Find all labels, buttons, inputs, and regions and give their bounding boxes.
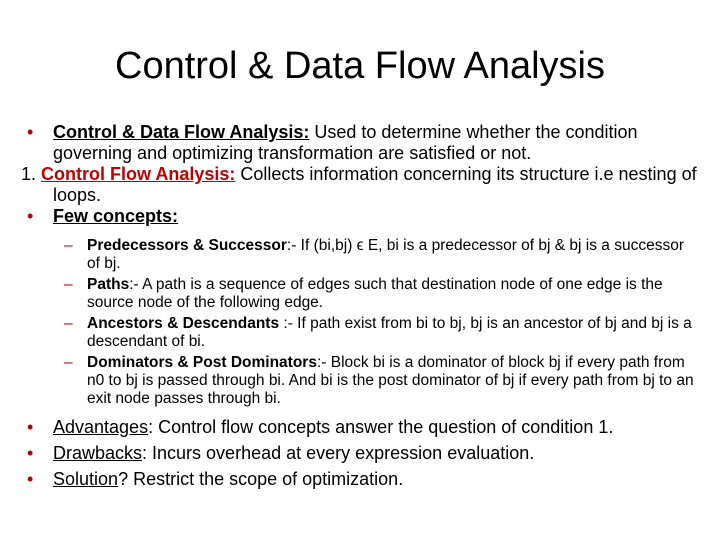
bullet-control-data-flow	[0, 122, 720, 164]
bullet-marker: •	[27, 122, 34, 142]
term-paths: Paths	[87, 276, 130, 293]
bullet-solution	[0, 466, 720, 492]
term-predecessors: Predecessors & Successor	[87, 237, 287, 254]
term-dominators: Dominators & Post Dominators	[87, 354, 317, 371]
text-predecessors: :- If (bi,bj) ϵ E, bi is a predecessor of bj & bj is a successor of bj.	[87, 237, 684, 272]
text-ancestors: :- If path exist from bi to bj, bj is an ancestor of bj and bj is a descendant of bi.	[87, 315, 692, 350]
text-control-flow-analysis: Collects information concerning its structure i.e nesting of loops.	[53, 164, 697, 205]
text-advantages: : Control flow concepts answer the question of condition 1.	[148, 417, 614, 437]
text-dominators: :- Block bi is a dominator of block bj if every path from n0 to bj is passed through bi. And bi is the post dominator of bj if every path from bj to an exit node passes through bi.	[87, 354, 694, 407]
text-paths: :- A path is a sequence of edges such that destination node of one edge is the source node of the following edge.	[87, 276, 663, 311]
item-control-flow-analysis	[0, 164, 720, 206]
bullet-few-concepts	[0, 206, 720, 227]
sub-paths	[0, 276, 720, 312]
term-few-concepts: Few concepts:	[53, 206, 179, 226]
term-advantages: Advantages	[53, 417, 149, 437]
slide-body	[0, 122, 720, 492]
term-ancestors: Ancestors & Descendants	[87, 315, 280, 332]
sub-ancestors	[0, 315, 720, 351]
item-number: 1.	[21, 164, 37, 184]
term-solution: Solution	[53, 469, 119, 489]
dash-marker: –	[64, 276, 73, 293]
dash-marker: –	[64, 315, 73, 332]
bullet-marker: •	[27, 417, 34, 437]
text-drawbacks: : Incurs overhead at every expression evaluation.	[142, 443, 535, 463]
bullet-drawbacks	[0, 440, 720, 466]
text-solution: ? Restrict the scope of optimization.	[118, 469, 404, 489]
bullet-marker: •	[27, 469, 34, 489]
sub-dominators	[0, 354, 720, 408]
dash-marker: –	[64, 354, 73, 371]
dash-marker: –	[64, 237, 73, 254]
term-control-flow-analysis: Control Flow Analysis:	[41, 164, 236, 184]
term-control-data-flow: Control & Data Flow Analysis:	[53, 122, 310, 142]
sub-predecessors	[0, 237, 720, 273]
slide-title: Control & Data Flow Analysis	[115, 45, 605, 87]
term-drawbacks: Drawbacks	[53, 443, 143, 463]
bullet-marker: •	[27, 206, 34, 226]
text-control-data-flow: Used to determine whether the condition governing and optimizing transformation are satisfied or not.	[53, 122, 638, 163]
bullet-marker: •	[27, 443, 34, 463]
bullet-advantages	[0, 414, 720, 440]
